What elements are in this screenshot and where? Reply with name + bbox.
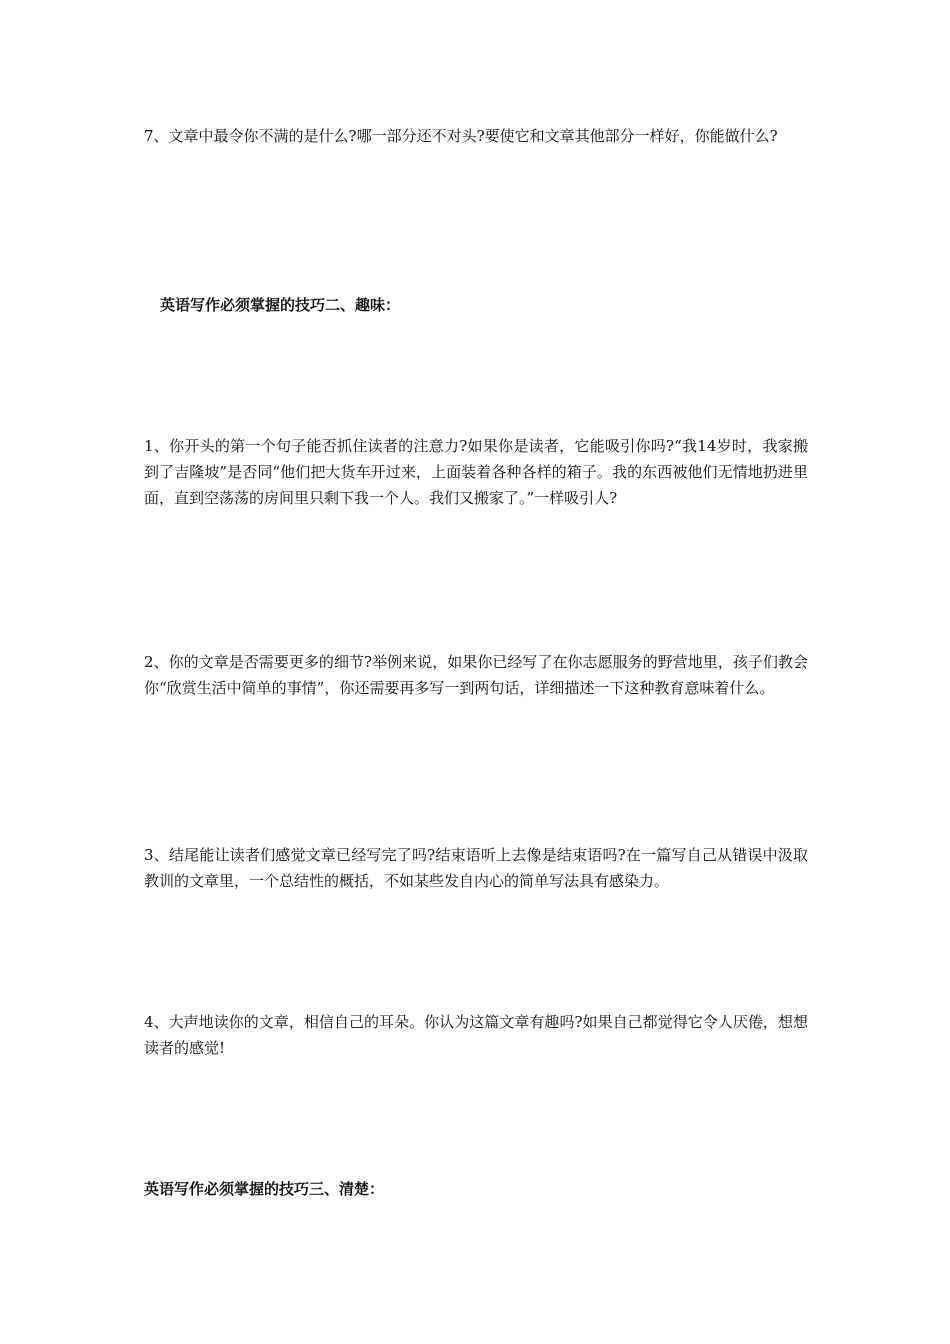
- paragraph-item-4: 4、大声地读你的文章，相信自己的耳朵。你认为这篇文章有趣吗?如果自己都觉得它令人厌倦，想想读者的感觉!: [144, 1013, 808, 1057]
- paragraph-item-2: 2、你的文章是否需要更多的细节?举例来说，如果你已经写了在你志愿服务的野营地里，孩子们教会你“欣赏生活中简单的事情”，你还需要再多写一到两句话，详细描述一下这种教育意味着什么。: [144, 653, 808, 697]
- paragraph-item-7: 7、文章中最令你不满的是什么?哪一部分还不对头?要使它和文章其他部分一样好，你能做什么?: [144, 127, 778, 145]
- paragraph-item-3: 3、结尾能让读者们感觉文章已经写完了吗?结束语听上去像是结束语吗?在一篇写自己从错误中汲取教训的文章里，一个总结性的概括，不如某些发自内心的简单写法具有感染力。: [144, 846, 808, 890]
- section-heading-technique-2: 英语写作必须掌握的技巧二、趣味：: [160, 296, 401, 314]
- section-heading-technique-3: 英语写作必须掌握的技巧三、清楚：: [144, 1180, 385, 1198]
- paragraph-item-1: 1、你开头的第一个句子能否抓住读者的注意力?如果你是读者，它能吸引你吗?“我14岁时，我家搬到了吉隆坡”是否同“他们把大货车开过来，上面装着各种各样的箱子。我的东西被他们无情地扔进里面，直到空荡荡的房间里只剩下我一个人。我们又搬家了。”一样吸引人?: [144, 437, 808, 507]
